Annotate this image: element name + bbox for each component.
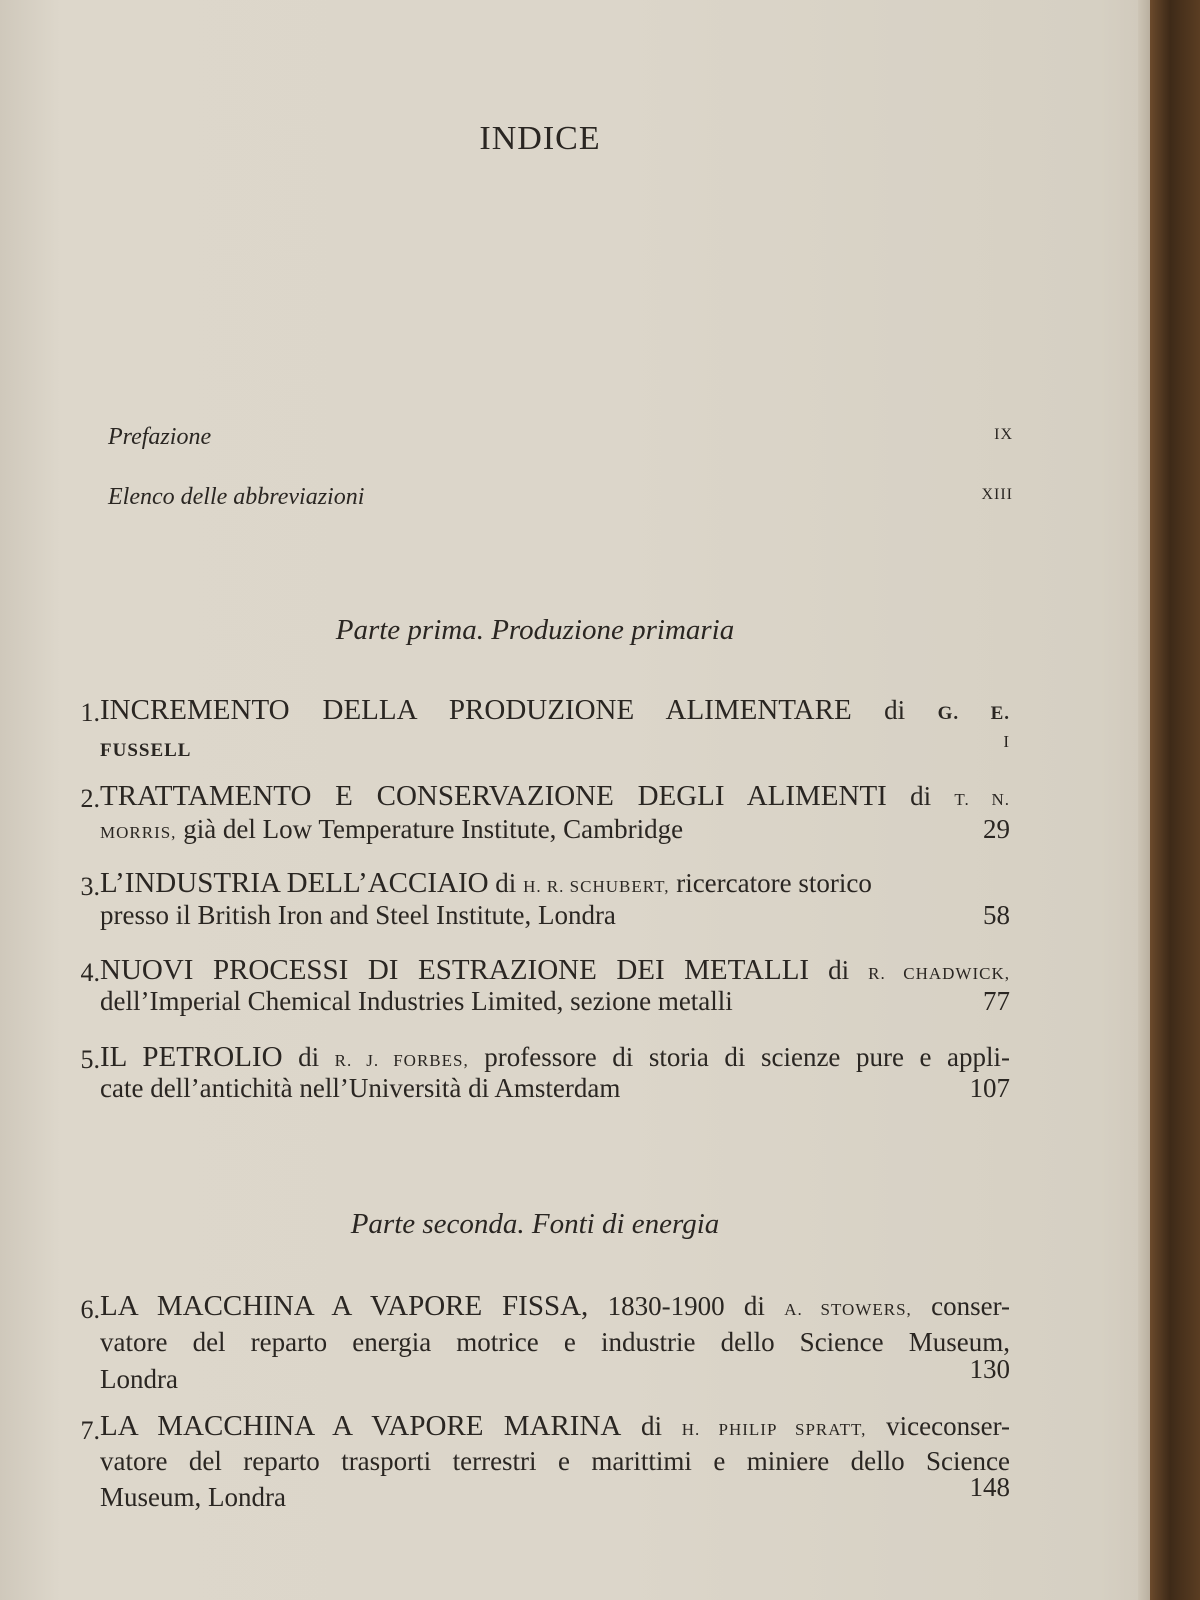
toc-front-abbreviazioni (108, 484, 1013, 511)
entry-author: FUSSELL (100, 740, 192, 761)
entry-line (100, 814, 1010, 845)
entry-title: INCREMENTO DELLA PRODUZIONE ALIMENTARE (100, 694, 852, 726)
page-number: XIII (981, 486, 1013, 503)
entry-title: L’INDUSTRIA DELL’ACCIAIO (100, 867, 489, 899)
entry-author: R. CHADWICK, (868, 964, 1011, 983)
entry-description: conser- (931, 1291, 1011, 1321)
entry-number: 3. (80, 872, 100, 901)
page-number: 58 (983, 900, 1010, 930)
di-label: di (641, 1411, 663, 1441)
entry-author: H. R. SCHUBERT, (523, 877, 670, 896)
entry-line (100, 1041, 1010, 1074)
entry-author: G. E. (937, 703, 1011, 724)
entry-title: LA MACCHINA A VAPORE FISSA, (100, 1290, 589, 1322)
di-label: di (495, 868, 517, 898)
entry-description: professore di storia di scienze pure e appli- (484, 1042, 1011, 1072)
entry-description: Museum, Londra (100, 1482, 286, 1512)
front-label: Elenco delle abbreviazioni (108, 484, 365, 510)
page-number: I (1003, 732, 1010, 751)
entry-number: 5. (80, 1045, 100, 1074)
di-label: di (884, 695, 906, 725)
entry-line (100, 1472, 1010, 1513)
entry-author: R. J. FORBES, (334, 1051, 469, 1070)
entry-number: 4. (80, 958, 100, 987)
entry-line (100, 732, 1010, 763)
toc-front-prefazione (108, 424, 1013, 451)
di-label: di (910, 781, 932, 811)
entry-line (100, 986, 1010, 1017)
entry-author: T. N. (954, 790, 1010, 809)
entry-description: presso il British Iron and Steel Institute, Londra (100, 900, 616, 930)
page-number: 29 (983, 814, 1010, 844)
entry-line (100, 1327, 1010, 1358)
entry-line (100, 1290, 1010, 1323)
entry-number: 6. (80, 1295, 100, 1324)
part-heading-2: Parte seconda. Fonti di energia (350, 1208, 720, 1240)
page-number: IX (994, 426, 1013, 443)
entry-title: LA MACCHINA A VAPORE MARINA (100, 1410, 622, 1442)
entry-description: cate dell’antichità nell’Università di Amsterdam (100, 1073, 621, 1103)
di-label: di (743, 1291, 765, 1321)
entry-number: 7. (80, 1416, 100, 1445)
entry-line (100, 867, 960, 900)
entry-title: NUOVI PROCESSI DI ESTRAZIONE DEI METALLI (100, 954, 810, 986)
page-number: 107 (969, 1073, 1010, 1103)
entry-line (100, 1354, 1010, 1395)
wooden-table-background (1150, 0, 1200, 1600)
entry-description: Londra (100, 1364, 178, 1394)
entry-line (100, 1446, 1010, 1477)
part-heading-1: Parte prima. Produzione primaria (335, 614, 735, 646)
entry-title: IL PETROLIO (100, 1041, 283, 1073)
page-number: 130 (969, 1354, 1010, 1384)
entry-title: TRATTAMENTO E CONSERVAZIONE DEGLI ALIMENTI (100, 780, 887, 812)
entry-line (100, 694, 1010, 727)
entry-line (100, 780, 1010, 813)
entry-author: H. PHILIP SPRATT, (681, 1420, 867, 1439)
entry-number: 2. (80, 784, 100, 813)
entry-line (100, 900, 1010, 931)
entry-description: dell’Imperial Chemical Industries Limited, sezione metalli (100, 986, 733, 1016)
front-label: Prefazione (108, 424, 212, 450)
entry-line (100, 1410, 1010, 1443)
entry-description: vatore del reparto trasporti terrestri e marittimi e miniere dello Science (100, 1446, 1010, 1476)
di-label: di (828, 955, 850, 985)
page-number: 77 (983, 986, 1010, 1016)
entry-line (100, 954, 1010, 987)
page-number: 148 (969, 1472, 1010, 1502)
entry-author: MORRIS, (100, 823, 177, 842)
entry-number: 1. (80, 698, 100, 727)
entry-description: già del Low Temperature Institute, Cambridge (183, 814, 684, 844)
entry-years: 1830-1900 (607, 1291, 725, 1321)
entry-description: viceconser- (886, 1411, 1011, 1441)
page-title: INDICE (479, 120, 601, 157)
entry-description: vatore del reparto energia motrice e industrie dello Science Museum, (100, 1327, 1010, 1357)
entry-description: ricercatore storico (676, 868, 872, 898)
entry-author: A. STOWERS, (784, 1300, 912, 1319)
di-label: di (298, 1042, 320, 1072)
entry-line (100, 1073, 1010, 1104)
